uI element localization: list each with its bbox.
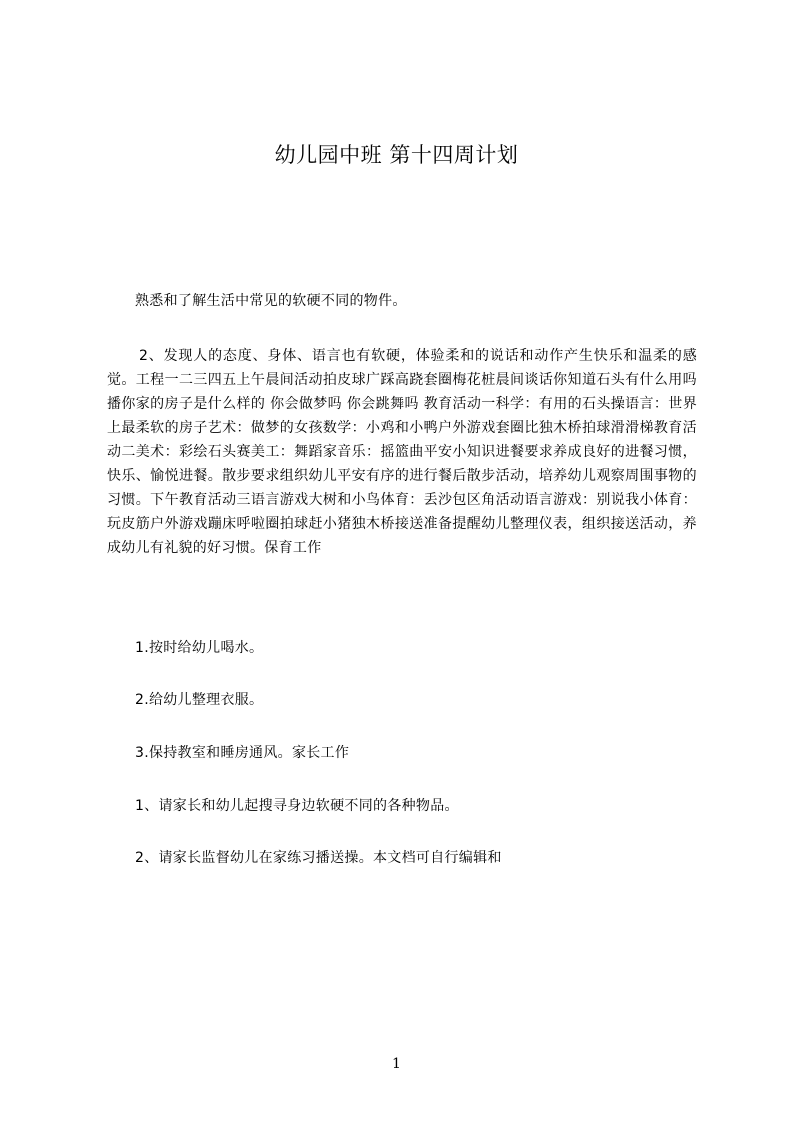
paragraph: 2、请家长监督幼儿在家练习播送操。本文档可自行编辑和 xyxy=(135,850,502,866)
paragraph: 3.保持教室和睡房通风。家长工作 xyxy=(135,745,350,761)
paragraph: 1.按时给幼儿喝水。 xyxy=(135,640,264,656)
paragraph: 2.给幼儿整理衣服。 xyxy=(135,692,264,708)
page-number: 1 xyxy=(392,1056,401,1072)
paragraph: 熟悉和了解生活中常见的软硬不同的物件。 xyxy=(135,293,407,309)
paragraph: 1、请家长和幼儿起搜寻身边软硬不同的各种物品。 xyxy=(135,798,459,814)
page-title: 幼儿园中班 第十四周计划 xyxy=(274,143,519,167)
paragraph: 2、发现人的态度、身体、语言也有软硬，体验柔和的说话和动作产生快乐和温柔的感觉。工程一二三四五上午晨间活动拍皮球广踩高跷套圈梅花桩晨间谈话你知道石头有什么用吗 播你家的房子是什么样的 你会做梦吗 你会跳舞吗 教育活动一科学：有用的石头操语言：世界上最柔软的房子艺术：做梦的女孩数学：小鸡和小鸭户外游戏套圈比独木桥拍球滑滑梯教育活动二美术：彩绘石头赛美工：舞蹈家音乐：摇篮曲平安小知识进餐要求养成良好的进餐习惯，快乐、愉悦进餐。散步要求组织幼儿平安有序的进行餐后散步活动，培养幼儿观察周围事物的习惯。下午教育活动三语言游戏大树和小鸟体育：丢沙包区角活动语言游戏：别说我小体育：玩皮筋户外游戏蹦床呼啦圈拍球赶小猪独木桥接送准备提醒幼儿整理仪表，组织接送活动，养成幼儿有礼貌的好习惯。保育工作 xyxy=(107,348,697,556)
